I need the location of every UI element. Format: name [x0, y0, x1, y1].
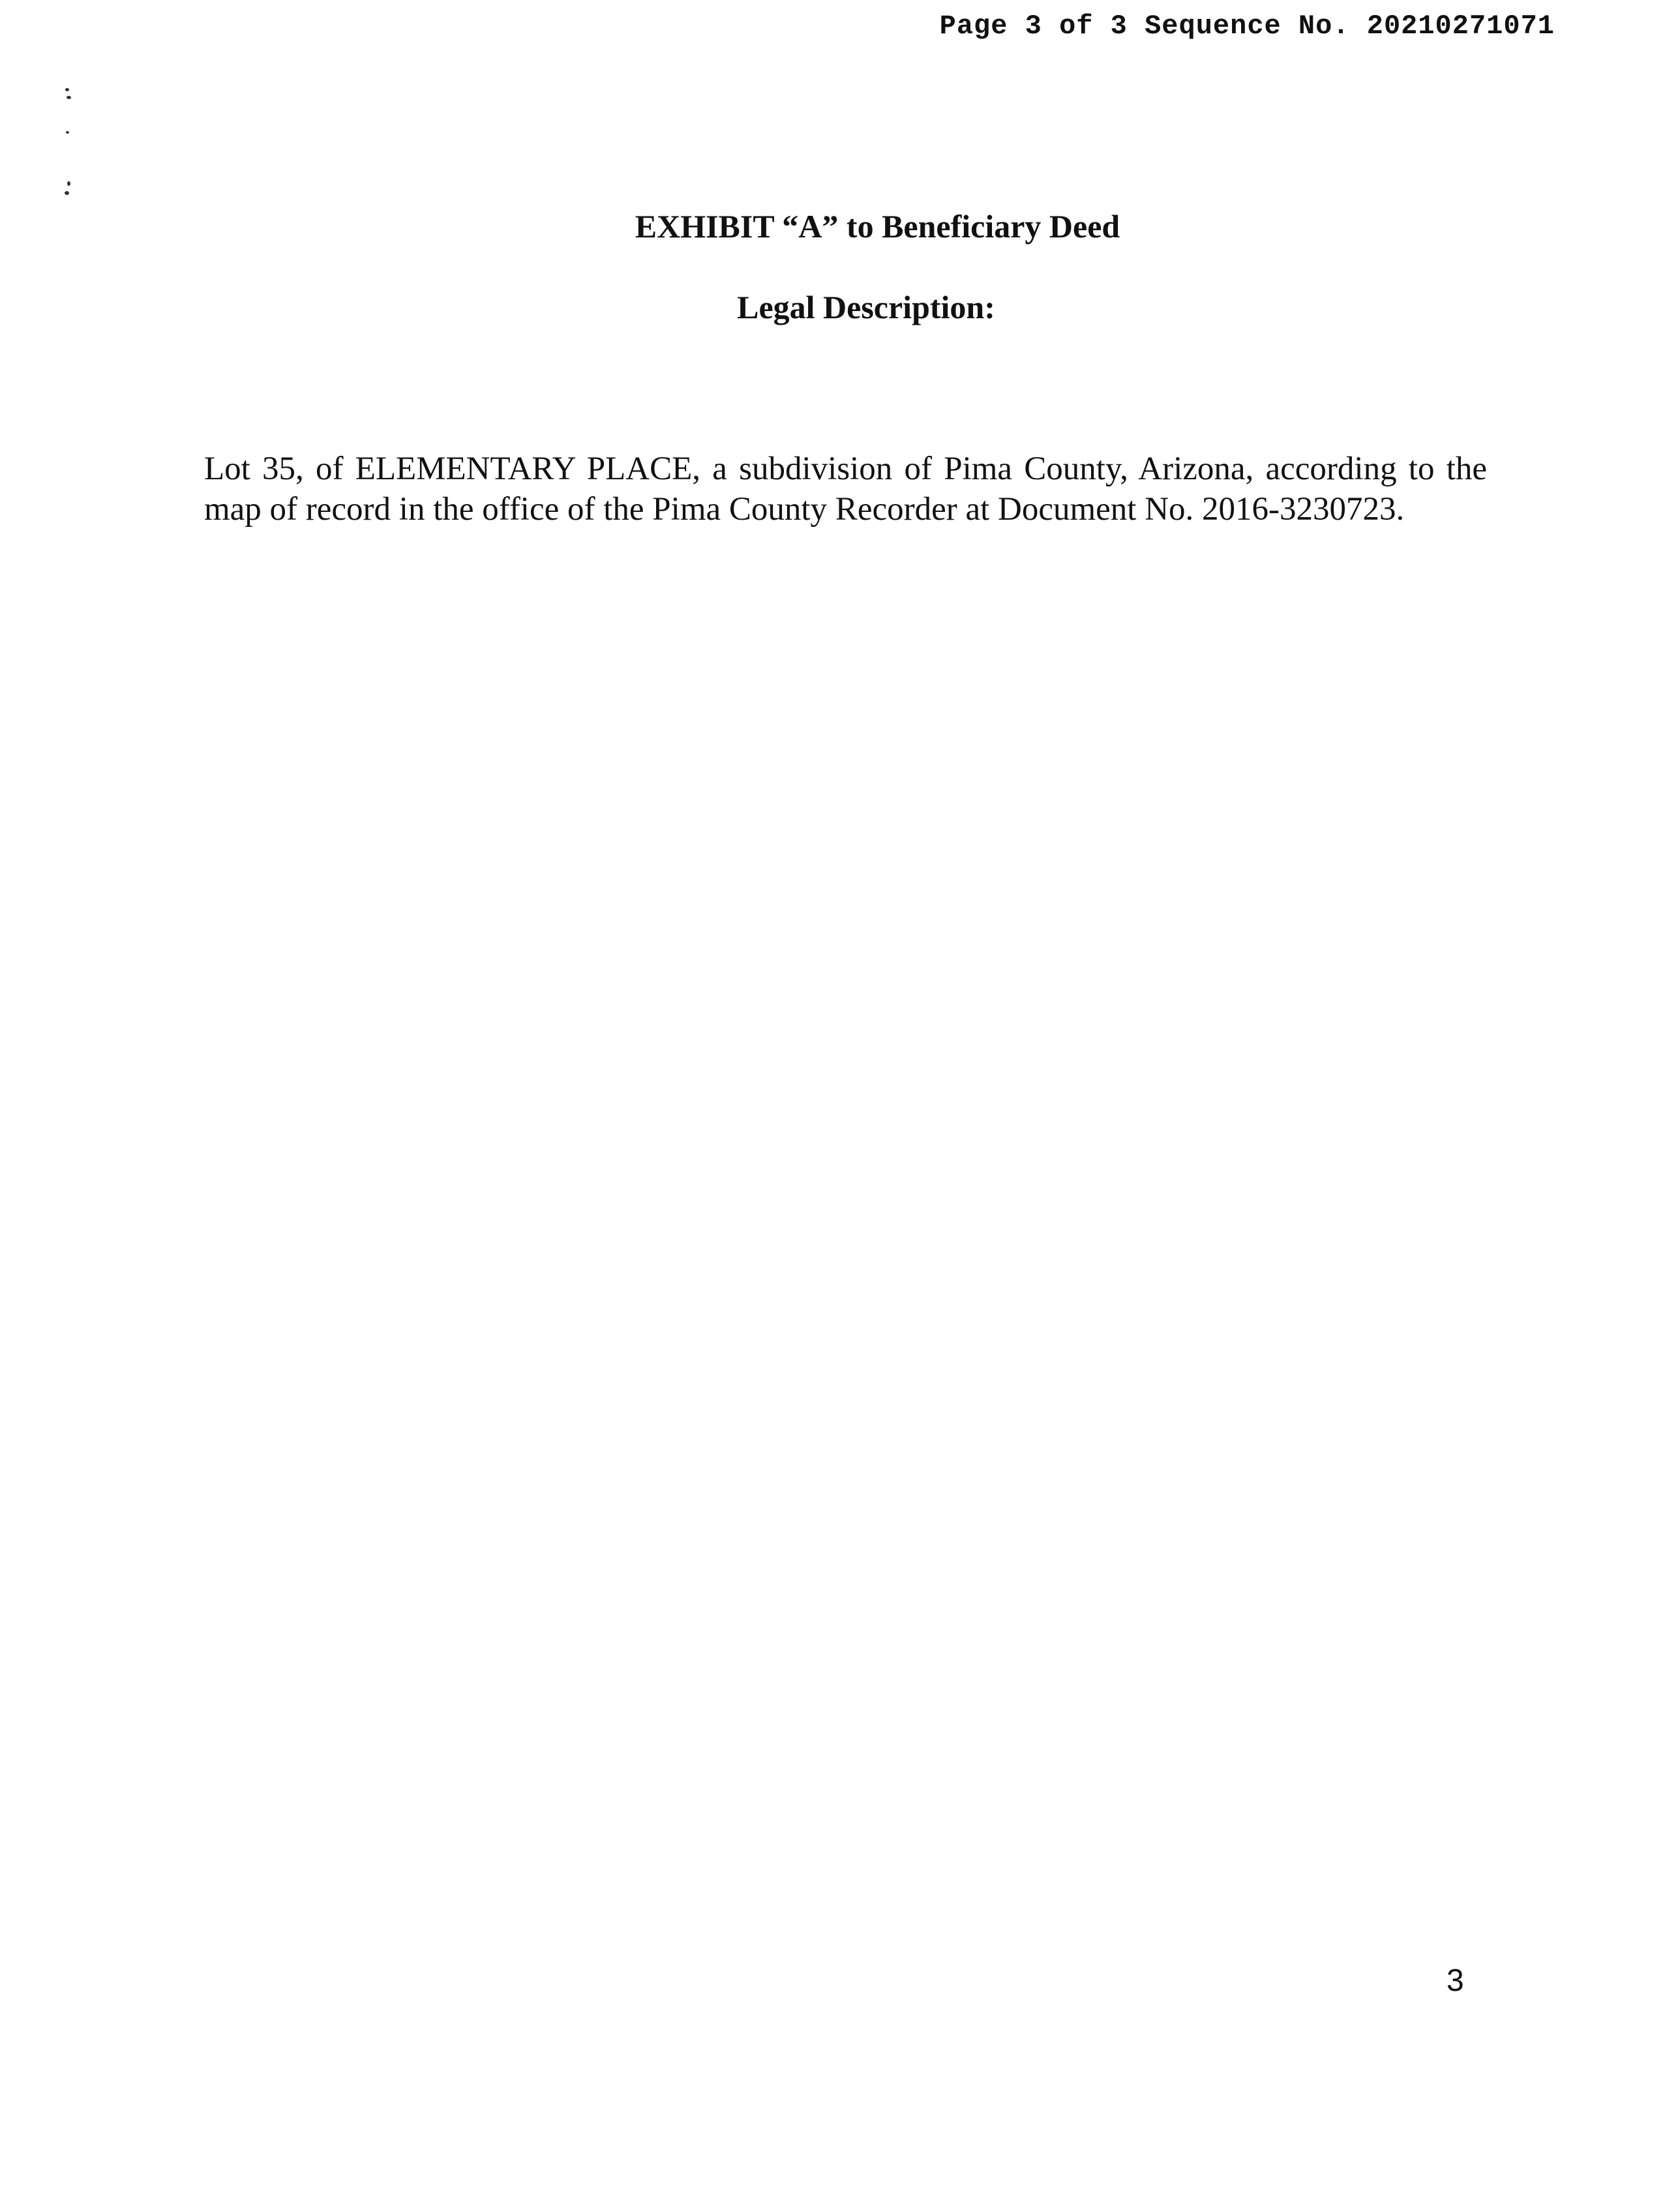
- legal-description-heading: Legal Description:: [737, 289, 995, 325]
- page-number: 3: [1447, 1963, 1464, 1998]
- recorder-sequence-header: Page 3 of 3 Sequence No. 20210271071: [939, 10, 1555, 42]
- exhibit-title: EXHIBIT “A” to Beneficiary Deed: [635, 208, 1120, 245]
- scan-artifact-marks: [59, 88, 78, 212]
- legal-description-text: Lot 35, of ELEMENTARY PLACE, a subdivision of Pima County, Arizona, according to the map of record in the office of the Pima County Recorder at Document No. 2016-3230723.: [204, 451, 1487, 528]
